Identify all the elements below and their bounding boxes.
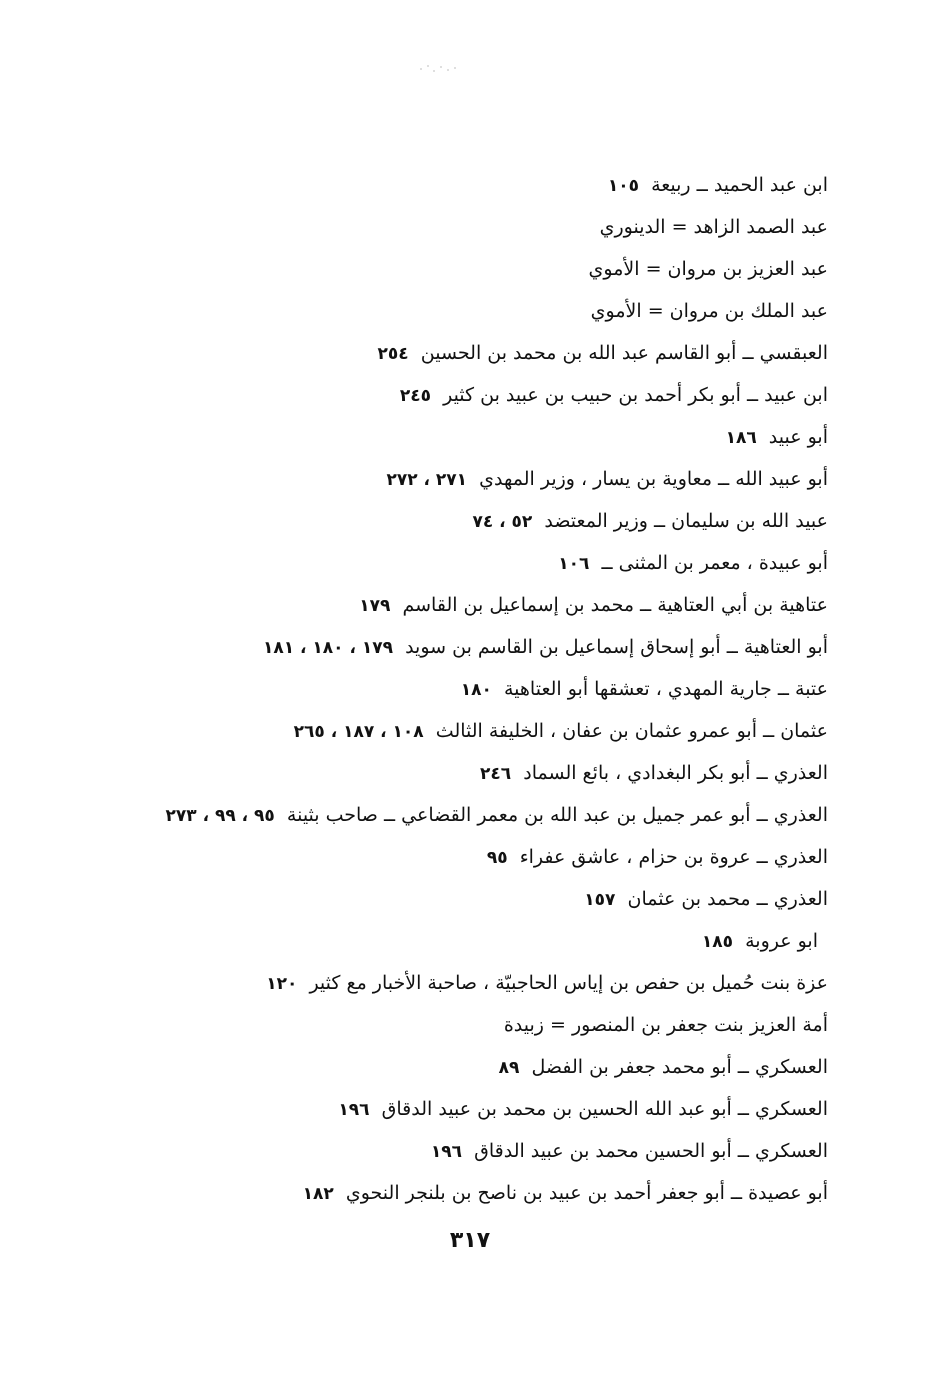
entry-text: عبد الملك بن مروان = الأموي (590, 300, 828, 322)
entry-pages: ١٢٠ (266, 974, 298, 994)
entry-text: عبد الصمد الزاهد = الدينوري (599, 216, 828, 238)
entry-pages: ١٠٨ ، ١٨٧ ، ٢٦٥ (293, 722, 424, 742)
index-entry (504, 1012, 828, 1038)
entry-text: ابو عروبة (745, 930, 818, 952)
entry-text: أمة العزيز بنت جعفر بن المنصور = زبيدة (503, 1014, 828, 1036)
entry-pages: ١٧٩ (359, 596, 391, 616)
index-entry (472, 508, 828, 534)
entry-text: أبو عصيدة ــ أبو جعفر أحمد بن عبيد بن ناصح بن بلنجر النحوي (345, 1182, 828, 1204)
entry-pages: ١٨٥ (701, 932, 733, 952)
entry-text: أبو عبيد الله ــ معاوية بن يسار ، وزير المهدي (479, 468, 828, 490)
entry-text: أبو عبيد (768, 426, 828, 448)
entry-text: أبو العتاهية ــ أبو إسحاق إسماعيل بن القاسم بن سويد (405, 636, 828, 658)
entry-text: ابن عبيد ــ أبو بكر أحمد بن حبيب بن عبيد بن كثير (443, 384, 828, 406)
entry-text: العسكري ــ أبو الحسين محمد بن عبيد الدقاق (474, 1140, 828, 1162)
entry-pages: ١٩٦ (338, 1100, 370, 1120)
entry-text: عثمان ــ أبو عمرو عثمان بن عفان ، الخليفة الثالث (435, 720, 828, 742)
index-entry (558, 550, 828, 576)
index-entry (386, 466, 828, 492)
entry-pages: ٢٤٥ (399, 386, 431, 406)
entry-pages: ٢٧١ ، ٢٧٢ (386, 470, 468, 490)
index-entry (589, 256, 828, 282)
entry-pages: ٨٩ (498, 1058, 520, 1078)
index-entry (487, 844, 828, 870)
entry-text: العسكري ــ أبو محمد جعفر بن الفضل (531, 1056, 828, 1078)
index-entry (608, 172, 828, 198)
page-number: ٣١٧ (449, 1228, 491, 1253)
entry-pages: ١٥٧ (584, 890, 616, 910)
index-entry (584, 886, 828, 912)
entry-pages: ١٨٢ (302, 1184, 334, 1204)
index-entry (303, 1180, 828, 1206)
index-entry (600, 214, 828, 240)
entry-text: عبيد الله بن سليمان ــ وزير المعتضد (544, 510, 828, 532)
entry-pages: ٥٢ ، ٧٤ (472, 512, 533, 532)
index-entry (266, 970, 828, 996)
entry-text: العذري ــ أبو بكر البغدادي ، بائع السماد (523, 762, 828, 784)
entry-text: عتاهية بن أبي العتاهية ــ محمد بن إسماعيل بن القاسم (402, 594, 828, 616)
index-entry (359, 592, 828, 618)
entry-text: العذري ــ محمد بن عثمان (627, 888, 828, 910)
index-entry (338, 1096, 828, 1122)
index-entry (499, 1054, 828, 1080)
index-entry (726, 424, 828, 450)
entry-text: عزة بنت حُميل بن حفص بن إياس الحاجبيّة ، صاحبة الأخبار مع كثير (309, 972, 828, 994)
index-entry (461, 676, 828, 702)
index-entry (294, 718, 828, 744)
entry-pages: ٢٤٦ (480, 764, 512, 784)
index-entry (166, 802, 828, 828)
index-entry (431, 1138, 828, 1164)
entry-text: عتبة ــ جارية المهدي ، تعشقها أبو العتاهية (503, 678, 828, 700)
entry-pages: ٢٥٤ (377, 344, 409, 364)
entry-text: أبو عبيدة ، معمر بن المثنى ــ (601, 552, 828, 574)
index-entry (480, 760, 828, 786)
entry-pages: ١٨٠ (460, 680, 492, 700)
entry-pages: ١٠٦ (558, 554, 590, 574)
entry-pages: ١٨٦ (725, 428, 757, 448)
entry-text: العسكري ــ أبو عبد الله الحسين بن محمد بن عبيد الدقاق (381, 1098, 828, 1120)
entry-text: ابن عبد الحميد ــ ربيعة (651, 174, 828, 196)
entry-pages: ١٧٩ ، ١٨٠ ، ١٨١ (262, 638, 393, 658)
entry-pages: ١٩٦ (430, 1142, 463, 1162)
entry-pages: ٩٥ (486, 848, 508, 868)
index-entry (400, 382, 828, 408)
index-entry (378, 340, 828, 366)
index-entry (591, 298, 828, 324)
entry-text: عبد العزيز بن مروان = الأموي (588, 258, 828, 280)
entry-pages: ٩٥ ، ٩٩ ، ٢٧٣ (165, 806, 275, 826)
index-entry (702, 928, 818, 954)
entry-text: العذري ــ أبو عمر جميل بن عبد الله بن معمر القضاعي ــ صاحب بثينة (286, 804, 828, 826)
entry-text: العبقسي ــ أبو القاسم عبد الله بن محمد بن الحسين (420, 342, 828, 364)
entry-pages: ١٠٥ (607, 176, 639, 196)
entry-text: العذري ــ عروة بن حزام ، عاشق عفراء (519, 846, 828, 868)
index-entry (263, 634, 828, 660)
